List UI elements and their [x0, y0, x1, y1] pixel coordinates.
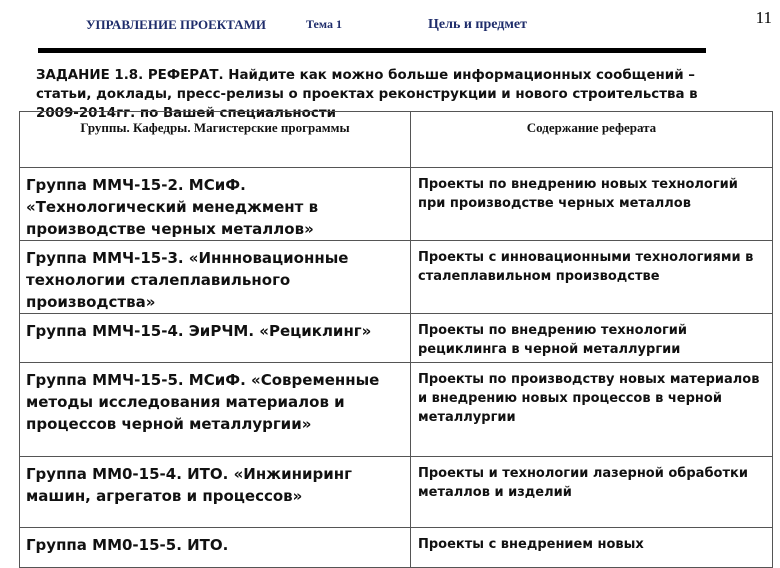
topic-label: Тема 1	[306, 17, 342, 31]
assignment-table	[19, 111, 773, 568]
group-cell: Группа ММЧ-15-4. ЭиРЧМ. «Рециклинг»	[20, 314, 411, 363]
column-header-groups: Группы. Кафедры. Магистерские программы	[20, 112, 411, 168]
slide-number: 11	[755, 8, 772, 27]
group-cell: Группа ММ0-15-5. ИТО.	[20, 528, 411, 568]
content-cell: Проекты с инновационными технологиями в сталеплавильном производстве	[411, 241, 773, 314]
content-cell: Проекты по внедрению технологий рециклинга в черной металлургии	[411, 314, 773, 363]
section-title: Цель и предмет	[428, 17, 528, 32]
content-cell: Проекты с внедрением новых	[411, 528, 773, 568]
column-header-content: Содержание реферата	[411, 112, 773, 168]
header-divider	[38, 48, 706, 53]
group-cell: Группа ММЧ-15-3. «Иннновационные технологии сталеплавильного производства»	[20, 241, 411, 314]
content-cell: Проекты по производству новых материалов и внедрению новых процессов в черной металлургии	[411, 363, 773, 457]
table-header-row	[20, 112, 773, 168]
group-cell: Группа ММЧ-15-2. МСиФ. «Технологический менеджмент в производстве черных металлов»	[20, 168, 411, 241]
content-cell: Проекты и технологии лазерной обработки металлов и изделий	[411, 457, 773, 528]
table-row	[20, 457, 773, 528]
table-row	[20, 363, 773, 457]
group-cell: Группа ММ0-15-4. ИТО. «Инжиниринг машин, агрегатов и процессов»	[20, 457, 411, 528]
table-row	[20, 314, 773, 363]
table-row	[20, 241, 773, 314]
table-row	[20, 168, 773, 241]
task-text: ЗАДАНИЕ 1.8. РЕФЕРАТ. Найдите как можно больше информационных сообщений –статьи, доклады, пресс-релизы о проектах реконструкции и нового строительства в 2009-2014гг. по Вашей специальности	[36, 68, 698, 121]
content-cell: Проекты по внедрению новых технологий при производстве черных металлов	[411, 168, 773, 241]
group-cell: Группа ММЧ-15-5. МСиФ. «Современные методы исследования материалов и процессов черной металлургии»	[20, 363, 411, 457]
table-row	[20, 528, 773, 568]
course-title: УПРАВЛЕНИЕ ПРОЕКТАМИ	[86, 17, 266, 32]
